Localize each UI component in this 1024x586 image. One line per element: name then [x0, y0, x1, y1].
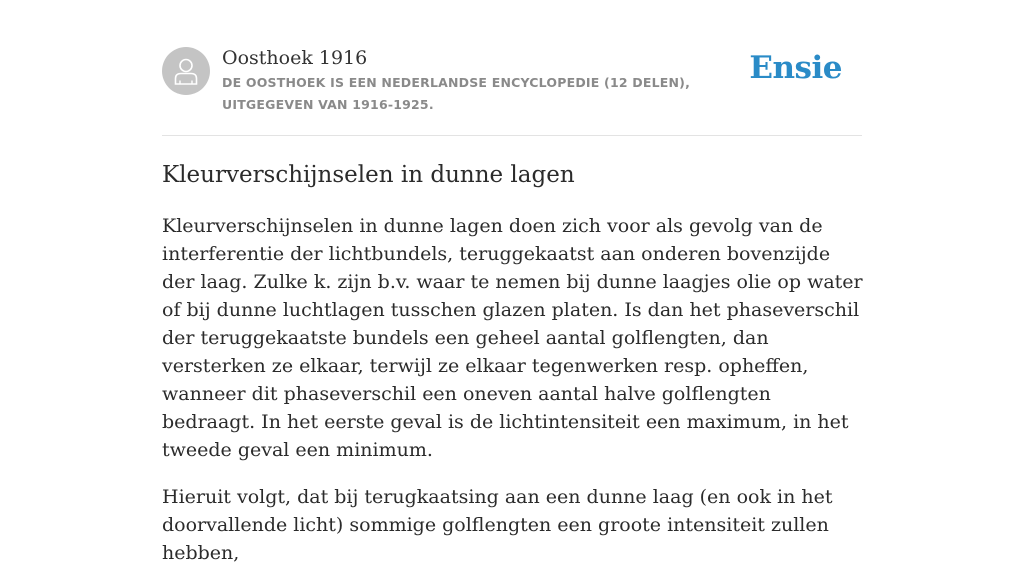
user-icon [174, 57, 198, 85]
source-header [162, 46, 862, 116]
article-paragraph: Kleurverschijnselen in dunne lagen doen zich voor als gevolg van de interferentie der lichtbundels, teruggekaatst aan onderen bovenzijde der laag. Zulke k. zijn b.v. waar te nemen bij dunne laagjes olie op water of bij dunne luchtlagen tusschen glazen platen. Is dan het phaseverschil der teruggekaatste bundels een geheel aantal golflengten, dan versterken ze elkaar, terwijl ze elkaar tegenwerken resp. opheffen, wanneer dit phaseverschil een oneven aantal halve golflengten bedraagt. In het eerste geval is de lichtintensiteit een maximum, in het tweede geval een minimum. [162, 215, 863, 461]
source-avatar[interactable] [162, 47, 210, 95]
article-title: Kleurverschijnselen in dunne lagen [162, 162, 575, 188]
article-body [162, 212, 864, 586]
article-paragraph: Hieruit volgt, dat bij terugkaatsing aan een dunne laag (en ook in het doorvallende licht) sommige golflengten een groote intensiteit zullen hebben, [162, 486, 833, 564]
source-description: DE OOSTHOEK IS EEN NEDERLANDSE ENCYCLOPEDIE (12 DELEN), UITGEGEVEN VAN 1916-1925. [222, 75, 691, 112]
source-title[interactable]: Oosthoek 1916 [222, 47, 368, 69]
header-divider [162, 135, 862, 136]
brand-logo[interactable]: Ensie [749, 50, 842, 86]
